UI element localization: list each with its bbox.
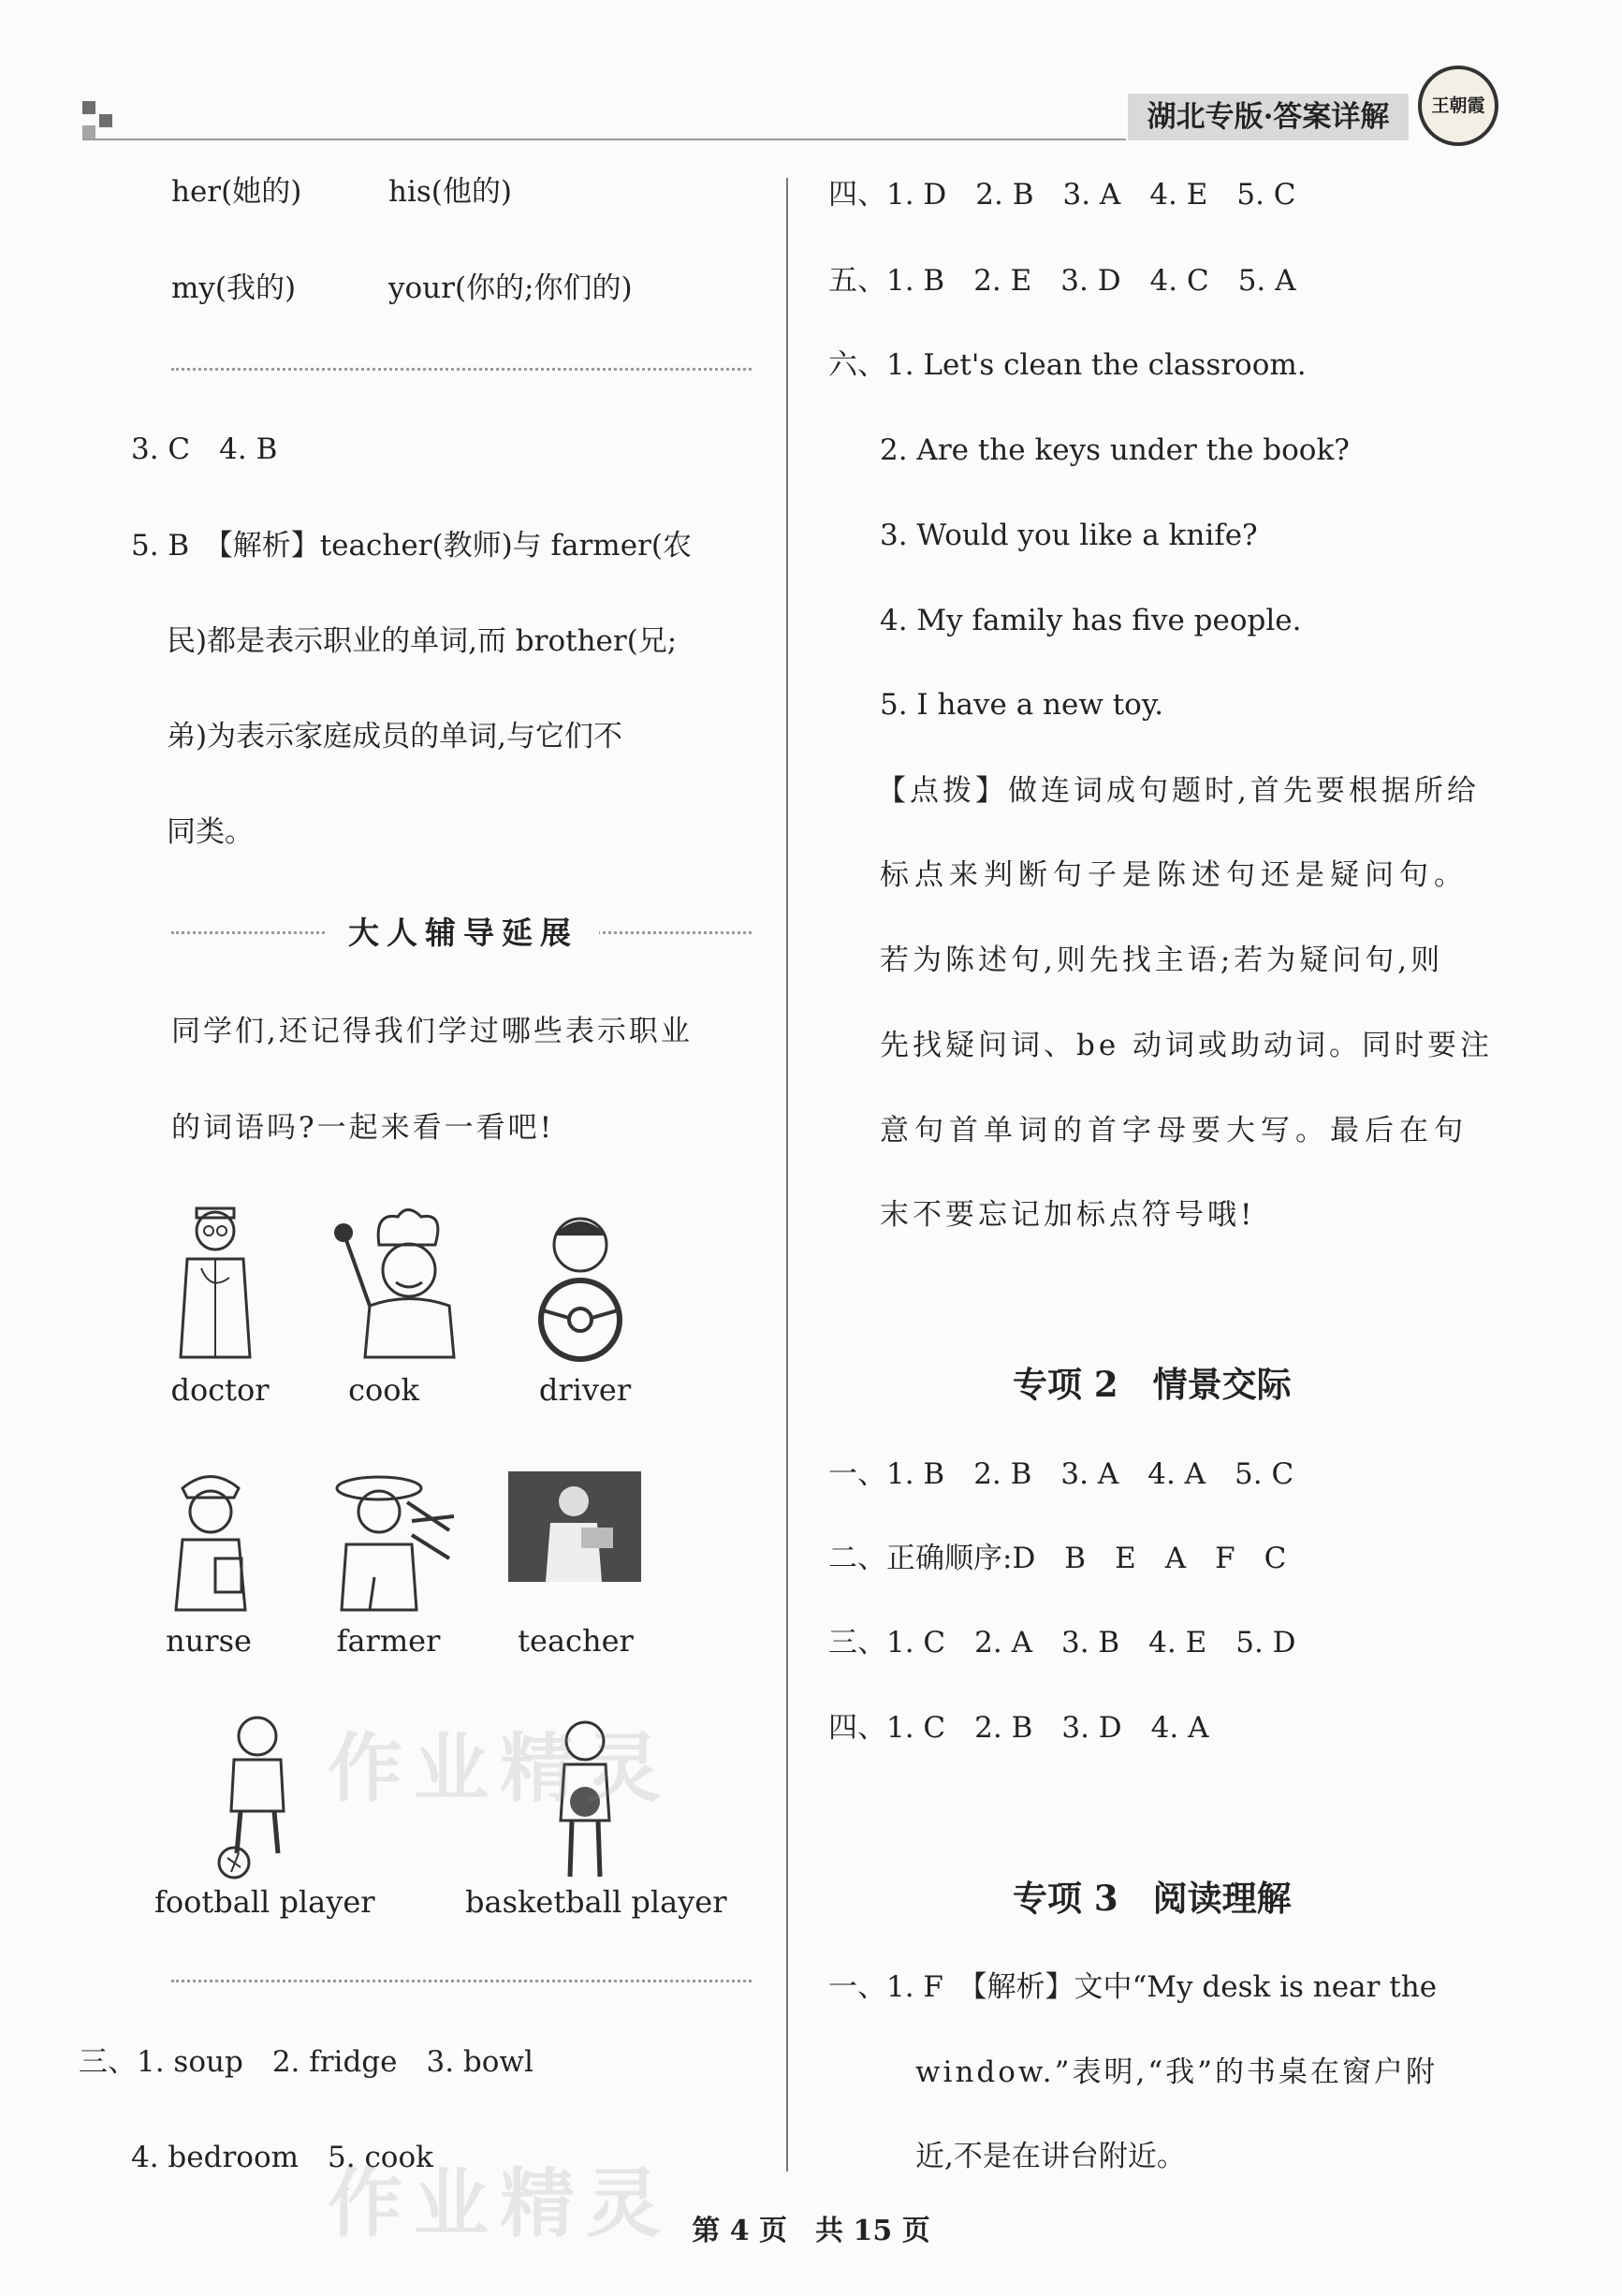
doctor-illustration — [164, 1203, 267, 1362]
tip-line: 意句首单词的首字母要大写。最后在句 — [880, 1114, 1469, 1148]
answer-5-line: 5. B 【解析】teacher(教师)与 farmer(农 — [131, 529, 692, 563]
topic-2-answers: 二、正确顺序:D B E A F C — [828, 1542, 1287, 1575]
topic-2-answers: 三、1. C 2. A 3. B 4. E 5. D — [828, 1626, 1296, 1660]
intro-line: 的词语吗?一起来看一看吧! — [171, 1111, 555, 1145]
watermark: 作业精灵 — [328, 1725, 672, 1812]
pronoun-my: my(我的) — [171, 271, 297, 305]
intro-line: 同学们,还记得我们学过哪些表示职业 — [171, 1015, 693, 1048]
topic-3-title: 专项 3 阅读理解 — [1013, 1878, 1292, 1919]
tip-line: 【点拨】做连词成句题时,首先要根据所给 — [877, 774, 1480, 808]
section-6-answer: 5. I have a new toy. — [880, 688, 1164, 722]
header-badge: 湖北专版·答案详解 — [1128, 94, 1409, 140]
answer-3-4: 3. C 4. B — [131, 432, 278, 466]
nurse-illustration — [159, 1465, 262, 1615]
job-caption-nurse: nurse — [166, 1623, 252, 1659]
tip-line: 标点来判断句子是陈述句还是疑问句。 — [880, 858, 1469, 892]
football-player-illustration — [211, 1713, 304, 1881]
header-decor-square — [82, 125, 95, 139]
job-caption-doctor: doctor — [170, 1372, 270, 1408]
cook-illustration — [323, 1203, 463, 1362]
job-caption-football-player: football player — [154, 1884, 375, 1920]
section-4-answers: 四、1. D 2. B 3. A 4. E 5. C — [828, 178, 1296, 212]
section-6-answer: 2. Are the keys under the book? — [880, 433, 1350, 467]
job-caption-teacher: teacher — [518, 1623, 634, 1659]
page-number: 第 4 页 共 15 页 — [692, 2215, 930, 2247]
job-caption-driver: driver — [538, 1372, 632, 1408]
topic-3-answer: window.”表明,“我”的书桌在窗户附 — [915, 2055, 1439, 2089]
column-divider — [786, 178, 788, 2172]
extension-section-title: 大人辅导延展 — [328, 913, 599, 954]
section-6-answer: 4. My family has five people. — [880, 604, 1302, 637]
farmer-illustration — [318, 1465, 459, 1615]
topic-2-title: 专项 2 情景交际 — [1013, 1364, 1292, 1405]
topic-2-answers: 一、1. B 2. B 3. A 4. A 5. C — [828, 1457, 1294, 1491]
header-rule — [82, 139, 1126, 140]
section-3-line: 三、1. soup 2. fridge 3. bowl — [79, 2045, 533, 2079]
answer-5-line: 弟)为表示家庭成员的单词,与它们不 — [167, 720, 622, 753]
pronoun-her: her(她的) — [171, 175, 302, 209]
dotted-divider — [171, 1980, 752, 1982]
job-caption-cook: cook — [348, 1372, 419, 1408]
tip-line: 先找疑问词、be 动词或助动词。同时要注 — [880, 1029, 1494, 1062]
pronoun-your: your(你的;你们的) — [388, 271, 633, 305]
job-caption-basketball-player: basketball player — [465, 1884, 727, 1920]
answer-5-line: 民)都是表示职业的单词,而 brother(兄; — [167, 624, 678, 658]
section-5-answers: 五、1. B 2. E 3. D 4. C 5. A — [828, 264, 1296, 298]
watermark: 作业精灵 — [328, 2160, 672, 2247]
section-3-line: 4. bedroom 5. cook — [131, 2141, 433, 2174]
topic-3-answer: 一、1. F 【解析】文中“My desk is near the — [828, 1970, 1438, 2004]
section-6-answer: 3. Would you like a knife? — [880, 519, 1258, 552]
job-caption-farmer: farmer — [336, 1623, 441, 1659]
topic-2-answers: 四、1. C 2. B 3. D 4. A — [828, 1711, 1209, 1745]
brand-seal-logo: 王朝霞 — [1418, 66, 1498, 146]
section-6-answer: 六、1. Let's clean the classroom. — [828, 348, 1307, 382]
topic-3-answer: 近,不是在讲台附近。 — [915, 2140, 1186, 2173]
header-decor-square — [99, 114, 112, 127]
answer-5-line: 同类。 — [167, 815, 254, 849]
tip-line: 末不要忘记加标点符号哦! — [880, 1198, 1256, 1232]
dotted-divider — [171, 368, 752, 371]
teacher-illustration — [508, 1471, 641, 1582]
driver-illustration — [515, 1207, 646, 1362]
pronoun-his: his(他的) — [388, 175, 512, 209]
tip-line: 若为陈述句,则先找主语;若为疑问句,则 — [880, 943, 1444, 977]
header-decor-square — [82, 101, 95, 114]
